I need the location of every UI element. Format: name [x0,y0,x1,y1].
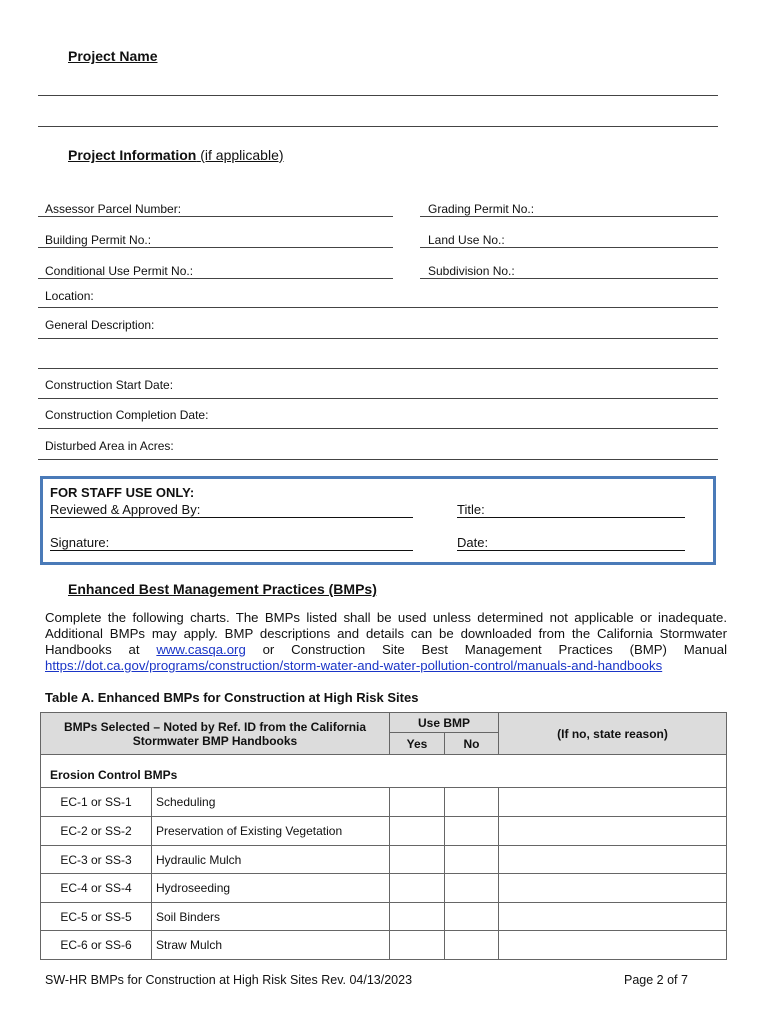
section-row [41,755,727,788]
project-info-heading-text: Project Information [68,147,197,163]
grading-permit-label: Grading Permit No.: [428,202,535,216]
reason-cell[interactable] [499,874,727,903]
subdivision-field[interactable] [420,278,718,279]
use-no-cell[interactable] [445,817,499,846]
table-header-row [41,713,727,733]
reason-cell[interactable] [499,903,727,931]
reason-cell[interactable] [499,817,727,846]
use-no-cell[interactable] [445,931,499,960]
assessor-parcel-field[interactable] [38,216,393,217]
footer-revision: SW-HR BMPs for Construction at High Risk Sites Rev. 04/13/2023 [45,973,413,987]
use-no-cell[interactable] [445,874,499,903]
bmp-name: Soil Binders [152,903,390,931]
use-no-cell[interactable] [445,846,499,874]
location-label: Location: [45,289,94,303]
land-use-field[interactable] [420,247,718,248]
signature-label: Signature: [50,535,110,550]
bmp-id: EC-4 or SS-4 [41,874,152,903]
project-name-heading: Project Name [68,48,158,64]
caltrans-link[interactable]: https://dot.ca.gov/programs/construction/storm-water-and-water-pollution-control/manuals-and-handbooks [45,658,663,673]
disturbed-area-label: Disturbed Area in Acres: [45,439,174,453]
bmp-id: EC-6 or SS-6 [41,931,152,960]
bmp-instructions [45,610,727,674]
use-yes-cell[interactable] [390,846,445,874]
construction-completion-label: Construction Completion Date: [45,408,209,422]
col-no-header: No [445,733,499,755]
table-row [41,817,727,846]
table-caption: Table A. Enhanced BMPs for Construction at High Risk Sites [45,690,419,705]
col-reason-header: (If no, state reason) [499,713,727,755]
land-use-label: Land Use No.: [428,233,505,247]
staff-title-label: Title: [457,502,485,517]
project-info-heading [68,147,284,163]
table-row [41,846,727,874]
building-permit-field[interactable] [38,247,393,248]
bmp-table [40,712,727,960]
subdivision-label: Subdivision No.: [428,264,515,278]
construction-start-label: Construction Start Date: [45,378,174,392]
project-name-line-1[interactable] [38,95,718,96]
disturbed-area-field[interactable] [38,459,718,460]
conditional-use-label: Conditional Use Permit No.: [45,264,194,278]
reason-cell[interactable] [499,846,727,874]
staff-use-title: FOR STAFF USE ONLY: [50,485,195,500]
signature-field[interactable] [50,550,413,551]
bmp-id: EC-5 or SS-5 [41,903,152,931]
table-row [41,788,727,817]
bmp-id: EC-1 or SS-1 [41,788,152,817]
bmp-name: Scheduling [152,788,390,817]
section-title: Erosion Control BMPs [41,755,727,788]
general-description-line-2[interactable] [38,368,718,369]
table-row [41,874,727,903]
use-yes-cell[interactable] [390,874,445,903]
reason-cell[interactable] [499,931,727,960]
reviewed-by-field[interactable] [50,517,413,518]
bmp-name: Straw Mulch [152,931,390,960]
bmp-name: Preservation of Existing Vegetation [152,817,390,846]
bmp-instructions-part1: Complete the following charts. The BMPs listed shall be used unless determined not applicable or inadequate. Additional BMPs may apply. BMP descriptions and details can be downloaded from the California Stormwater Handbooks at [45,610,727,657]
use-no-cell[interactable] [445,788,499,817]
use-yes-cell[interactable] [390,788,445,817]
use-yes-cell[interactable] [390,817,445,846]
grading-permit-field[interactable] [420,216,718,217]
bmp-name: Hydroseeding [152,874,390,903]
use-yes-cell[interactable] [390,903,445,931]
table-row [41,903,727,931]
general-description-line-1[interactable] [38,338,718,339]
conditional-use-field[interactable] [38,278,393,279]
col-yes-header: Yes [390,733,445,755]
bmp-section-heading: Enhanced Best Management Practices (BMPs) [68,581,377,597]
staff-use-box [40,476,716,565]
building-permit-label: Building Permit No.: [45,233,152,247]
assessor-parcel-label: Assessor Parcel Number: [45,202,182,216]
location-field[interactable] [38,307,718,308]
date-field[interactable] [457,550,685,551]
general-description-label: General Description: [45,318,155,332]
project-name-line-2[interactable] [38,126,718,127]
bmp-name: Hydraulic Mulch [152,846,390,874]
bmp-instructions-part2: or Construction Site Best Management Practices (BMP) Manual [245,642,728,657]
reason-cell[interactable] [499,788,727,817]
staff-title-field[interactable] [457,517,685,518]
construction-start-field[interactable] [38,398,718,399]
footer-page-number: Page 2 of 7 [624,973,688,987]
bmp-id: EC-3 or SS-3 [41,846,152,874]
col-bmps-header: BMPs Selected – Noted by Ref. ID from the California Stormwater BMP Handbooks [41,713,390,755]
col-use-header: Use BMP [390,713,499,733]
project-info-heading-note: (if applicable) [200,147,284,163]
reviewed-by-label: Reviewed & Approved By: [50,502,201,517]
construction-completion-field[interactable] [38,428,718,429]
casqa-link[interactable]: www.casqa.org [156,642,246,657]
use-yes-cell[interactable] [390,931,445,960]
use-no-cell[interactable] [445,903,499,931]
bmp-id: EC-2 or SS-2 [41,817,152,846]
table-row [41,931,727,960]
date-label: Date: [457,535,489,550]
